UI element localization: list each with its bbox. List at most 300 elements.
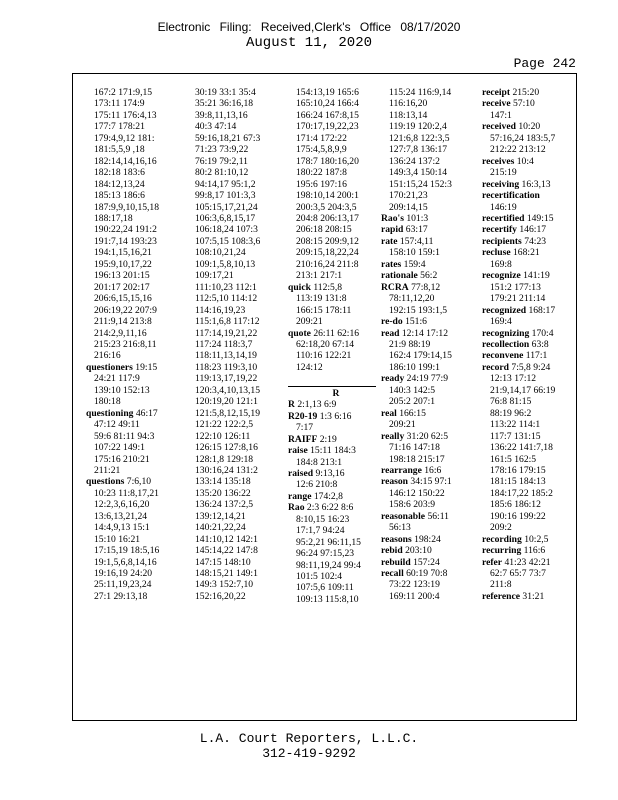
page-line-refs: 208:15 209:9,12 xyxy=(296,235,359,247)
page-line-refs: 16:6 xyxy=(421,464,442,476)
page-line-refs: 101:5 102:4 xyxy=(296,571,343,583)
page-line-refs: 7:17 xyxy=(296,422,314,434)
page-line-refs: 136:24 137:2 xyxy=(389,155,440,167)
index-entry xyxy=(288,434,384,445)
page-line-refs: 114:16,19,23 xyxy=(195,304,246,316)
page-line-refs: 96:24 97:15,23 xyxy=(296,548,355,560)
page-line-refs: 115:24 116:9,14 xyxy=(389,87,452,98)
index-word: recertify xyxy=(482,224,517,236)
index-continuation xyxy=(288,87,384,98)
index-entry xyxy=(86,362,182,373)
page-line-refs: 205:2 207:1 xyxy=(389,396,436,408)
index-word: real xyxy=(381,407,397,419)
index-entry xyxy=(288,445,384,456)
page-line-refs: 174:2,8 xyxy=(311,490,343,502)
index-continuation xyxy=(187,350,283,361)
index-word: recipients xyxy=(482,235,522,247)
page-line-refs: 19:15 xyxy=(132,361,158,373)
page-line-refs: 151:2 177:13 xyxy=(490,281,541,293)
page-line-refs: 175:11 176:4,13 xyxy=(94,109,157,121)
index-entry xyxy=(482,362,578,373)
index-continuation xyxy=(86,579,182,590)
page-line-refs: 8:10,15 16:23 xyxy=(296,513,350,525)
index-entry xyxy=(482,305,578,316)
index-continuation xyxy=(288,224,384,235)
index-continuation xyxy=(86,316,182,327)
index-continuation xyxy=(381,144,477,155)
index-continuation xyxy=(381,110,477,121)
index-entry xyxy=(381,328,477,339)
index-word: reference xyxy=(482,590,520,602)
index-continuation xyxy=(187,522,283,533)
page-line-refs: 136:22 141:7,18 xyxy=(490,442,553,454)
index-word: RAIFF xyxy=(288,433,318,445)
page-line-refs: 109:1,5,8,10,13 xyxy=(195,258,256,270)
page-line-refs: 180:22 187:8 xyxy=(296,167,347,179)
index-continuation xyxy=(187,431,283,442)
page-line-refs: 56:2 xyxy=(417,270,438,282)
index-word: rebid xyxy=(381,545,403,557)
index-entry xyxy=(482,591,578,602)
page-line-refs: 106:3,6,8,15,17 xyxy=(195,212,256,224)
index-continuation xyxy=(381,98,477,109)
page-line-refs: 118:23 119:3,10 xyxy=(195,361,258,373)
page-line-refs: 25:11,19,23,24 xyxy=(94,579,152,591)
index-word: re-do xyxy=(381,316,403,328)
page-line-refs: 105:15,17,21,24 xyxy=(195,201,258,213)
page-line-refs: 2:3 6:22 8:6 xyxy=(304,502,354,514)
page-line-refs: 185:6 186:12 xyxy=(490,499,541,511)
index-word: recurring xyxy=(482,545,522,557)
index-continuation xyxy=(187,511,283,522)
index-continuation xyxy=(187,339,283,350)
page-line-refs: 60:19 70:8 xyxy=(403,568,448,580)
page-line-refs: 198:10,14 200:1 xyxy=(296,190,359,202)
index-continuation xyxy=(482,293,578,304)
page-line-refs: 141:19 xyxy=(520,270,550,282)
page-line-refs: 177:7 178:21 xyxy=(94,121,145,133)
page-line-refs: 175:4,5,8,9,9 xyxy=(296,144,347,156)
page-line-refs: 107:5,6 109:11 xyxy=(296,582,354,594)
index-word: refer xyxy=(482,556,503,568)
index-continuation xyxy=(288,156,384,167)
page-line-refs: 182:14,14,16,16 xyxy=(94,155,157,167)
page-line-refs: 113:22 114:1 xyxy=(490,419,541,431)
index-continuation xyxy=(86,396,182,407)
index-entry xyxy=(288,468,384,479)
index-continuation xyxy=(482,431,578,442)
index-entry xyxy=(381,259,477,270)
index-continuation xyxy=(288,110,384,121)
index-continuation xyxy=(187,488,283,499)
index-continuation xyxy=(288,594,384,605)
index-continuation xyxy=(86,110,182,121)
index-word: range xyxy=(288,490,312,502)
transcript-date: August 11, 2020 xyxy=(245,35,373,51)
index-continuation xyxy=(187,328,283,339)
page-line-refs: 168:21 xyxy=(510,247,540,259)
index-word: receive xyxy=(482,98,511,110)
index-continuation xyxy=(288,316,384,327)
page-line-refs: 184:12,13,24 xyxy=(94,178,145,190)
page-line-refs: 115:1,6,8 117:12 xyxy=(195,316,260,328)
index-continuation xyxy=(86,167,182,178)
page-line-refs: 185:13 186:6 xyxy=(94,190,145,202)
page-line-refs: 27:1 29:13,18 xyxy=(94,590,148,602)
page-line-refs: 10:23 11:8,17,21 xyxy=(94,487,159,499)
page-line-refs: 216:16 xyxy=(94,350,121,362)
page-line-refs: 63:17 xyxy=(403,224,428,236)
index-continuation xyxy=(288,362,384,373)
index-word: recertified xyxy=(482,212,525,224)
index-entry xyxy=(288,411,384,422)
page-line-refs: 188:17,18 xyxy=(94,212,133,224)
page-line-refs: 209:15,18,22,24 xyxy=(296,247,359,259)
index-continuation xyxy=(381,499,477,510)
index-continuation xyxy=(381,121,477,132)
index-continuation xyxy=(187,591,283,602)
page-line-refs: 19:16,19 24:20 xyxy=(94,568,153,580)
page-line-refs: 149:3,4 150:14 xyxy=(389,167,448,179)
index-continuation xyxy=(381,579,477,590)
page-line-refs: 17:1,7 94:24 xyxy=(296,525,345,537)
page-line-refs: 191:7,14 193:23 xyxy=(94,235,157,247)
page-line-refs: 204:8 206:13,17 xyxy=(296,212,359,224)
page-line-refs: 15:10 16:21 xyxy=(94,533,141,545)
index-entry xyxy=(381,224,477,235)
index-continuation xyxy=(381,339,477,350)
index-continuation xyxy=(187,259,283,270)
page-line-refs: 168:17 xyxy=(526,304,556,316)
index-continuation xyxy=(187,144,283,155)
index-word: reasons xyxy=(381,533,412,545)
index-continuation xyxy=(288,293,384,304)
index-continuation xyxy=(187,110,283,121)
page-line-refs: 15:11 184:3 xyxy=(307,445,356,457)
index-continuation xyxy=(187,98,283,109)
page-line-refs: 210:16,24 211:8 xyxy=(296,258,359,270)
page-line-refs: 213:1 217:1 xyxy=(296,270,343,282)
page-line-refs: 12:14 17:12 xyxy=(399,327,448,339)
index-continuation xyxy=(86,431,182,442)
index-continuation xyxy=(86,202,182,213)
index-continuation xyxy=(288,202,384,213)
page-line-refs: 46:17 xyxy=(133,407,158,419)
index-entry xyxy=(381,213,477,224)
index-word: recollection xyxy=(482,338,530,350)
index-entry xyxy=(482,87,578,98)
page-line-refs: 148:15,21 149:1 xyxy=(195,568,258,580)
page-line-refs: 178:7 180:16,20 xyxy=(296,155,359,167)
page-line-refs: 171:4 172:22 xyxy=(296,132,347,144)
page-line-refs: 124:12 xyxy=(296,361,323,373)
index-continuation xyxy=(187,133,283,144)
page-line-refs: 16:3,13 xyxy=(519,178,551,190)
page-line-refs: 215:20 xyxy=(510,87,540,98)
index-continuation xyxy=(86,270,182,281)
page-line-refs: 141:10,12 142:1 xyxy=(195,533,258,545)
page-line-refs: 190:22,24 191:2 xyxy=(94,224,157,236)
index-continuation xyxy=(86,293,182,304)
index-continuation xyxy=(86,488,182,499)
page-line-refs: 26:11 62:16 xyxy=(310,327,360,339)
index-continuation xyxy=(288,514,384,525)
page-line-refs: 159:4 xyxy=(401,258,426,270)
index-continuation xyxy=(482,202,578,213)
index-word: questions xyxy=(86,476,125,488)
page-line-refs: 173:11 174:9 xyxy=(94,98,145,110)
page-line-refs: 17:15,19 18:5,16 xyxy=(94,545,160,557)
page-line-refs: 1:3 6:16 xyxy=(317,410,352,422)
page-line-refs: 113:19 131:8 xyxy=(296,293,347,305)
index-word: receiving xyxy=(482,178,520,190)
page-line-refs: 107:22 149:1 xyxy=(94,442,145,454)
page-line-refs: 140:21,22,24 xyxy=(195,522,246,534)
page-line-refs: 109:17,21 xyxy=(195,270,234,282)
page-line-refs: 21:9 88:19 xyxy=(389,338,431,350)
blank-line xyxy=(288,373,384,384)
index-continuation xyxy=(482,465,578,476)
index-continuation xyxy=(482,499,578,510)
index-entry xyxy=(482,339,578,350)
index-word: receipt xyxy=(482,87,511,98)
index-entry xyxy=(288,399,384,410)
index-continuation xyxy=(381,202,477,213)
index-continuation xyxy=(288,167,384,178)
index-word: reason xyxy=(381,476,409,488)
page-line-refs: 39:8,11,13,16 xyxy=(195,109,248,121)
index-word: questioners xyxy=(86,361,133,373)
page-line-refs: 152:16,20,22 xyxy=(195,590,246,602)
index-column-2 xyxy=(187,87,283,602)
index-entry xyxy=(482,224,578,235)
page-line-refs: 203:10 xyxy=(402,545,432,557)
page-line-refs: 108:10,21,24 xyxy=(195,247,246,259)
index-continuation xyxy=(187,419,283,430)
index-word: raise xyxy=(288,445,308,457)
page-line-refs: 133:14 135:18 xyxy=(195,476,251,488)
page-line-refs: 77:8,12 xyxy=(408,281,441,293)
index-continuation xyxy=(86,373,182,384)
index-continuation xyxy=(187,408,283,419)
index-continuation xyxy=(288,179,384,190)
page-line-refs: 128:1,8 129:18 xyxy=(195,453,254,465)
index-continuation xyxy=(482,522,578,533)
page-line-refs: 179:4,9,12 181: xyxy=(94,132,155,144)
index-continuation xyxy=(187,499,283,510)
index-continuation xyxy=(86,499,182,510)
index-continuation xyxy=(86,568,182,579)
page-line-refs: 10:2,5 xyxy=(521,533,549,545)
index-continuation xyxy=(86,213,182,224)
page-line-refs: 157:4,11 xyxy=(397,235,434,247)
index-continuation xyxy=(288,133,384,144)
page-line-refs: 121:5,8,12,15,19 xyxy=(195,407,261,419)
page-line-refs: 2:1,13 6:9 xyxy=(294,399,337,411)
index-word: R xyxy=(288,399,295,411)
index-word: receives xyxy=(482,155,515,167)
index-continuation xyxy=(187,236,283,247)
page-line-refs: 121:22 122:2,5 xyxy=(195,419,254,431)
section-divider xyxy=(288,386,376,387)
page-line-refs: 116:6 xyxy=(521,545,546,557)
index-continuation xyxy=(482,110,578,121)
page-line-refs: 175:16 210:21 xyxy=(94,453,150,465)
page-line-refs: 136:24 137:2,5 xyxy=(195,499,254,511)
index-continuation xyxy=(86,179,182,190)
page-line-refs: 117:14,19,21,22 xyxy=(195,327,258,339)
index-continuation xyxy=(381,591,477,602)
page-line-refs: 215:23 216:8,11 xyxy=(94,338,157,350)
page-line-refs: 200:3,5 204:3,5 xyxy=(296,201,357,213)
index-entry xyxy=(381,465,477,476)
page-line-refs: 194:1,15,16,21 xyxy=(94,247,152,259)
index-continuation xyxy=(482,144,578,155)
page-line-refs: 182:18 183:6 xyxy=(94,167,145,179)
index-continuation xyxy=(288,339,384,350)
index-continuation xyxy=(86,144,182,155)
index-continuation xyxy=(86,534,182,545)
section-letter: R xyxy=(332,387,340,399)
page-line-refs: 201:17 202:17 xyxy=(94,281,150,293)
page-line-refs: 187:9,9,10,15,18 xyxy=(94,201,160,213)
page-line-refs: 80:2 81:10,12 xyxy=(195,167,249,179)
page-line-refs: 181:15 184:13 xyxy=(490,476,546,488)
index-continuation xyxy=(288,350,384,361)
page-line-refs: 62:7 65:7 73:7 xyxy=(490,568,546,580)
index-column-1 xyxy=(86,87,182,602)
page-line-refs: 34:15 97:1 xyxy=(408,476,452,488)
page-line-refs: 117:1 xyxy=(523,350,548,362)
page-line-refs: 31:20 62:5 xyxy=(404,430,448,442)
index-continuation xyxy=(482,167,578,178)
page-line-refs: 149:15 xyxy=(524,212,554,224)
page-line-refs: 192:15 193:1,5 xyxy=(389,304,448,316)
index-continuation xyxy=(86,133,182,144)
index-continuation xyxy=(187,442,283,453)
page-line-refs: 106:18,24 107:3 xyxy=(195,224,258,236)
index-continuation xyxy=(381,362,477,373)
page-line-refs: 21:9,14,17 66:19 xyxy=(490,384,556,396)
page-line-refs: 99:8,17 101:3,3 xyxy=(195,190,256,202)
page-line-refs: 158:6 203:9 xyxy=(389,499,436,511)
page-line-refs: 147:1 xyxy=(490,109,512,121)
index-continuation xyxy=(187,305,283,316)
index-continuation xyxy=(288,213,384,224)
index-continuation xyxy=(288,548,384,559)
index-continuation xyxy=(482,476,578,487)
page-line-refs: 109:13 115:8,10 xyxy=(296,593,359,605)
page-line-refs: 71:16 147:18 xyxy=(389,442,440,454)
page-line-refs: 10:4 xyxy=(514,155,534,167)
index-continuation xyxy=(381,419,477,430)
index-entry xyxy=(482,534,578,545)
index-continuation xyxy=(187,545,283,556)
page-line-refs: 14:4,9,13 15:1 xyxy=(94,522,150,534)
index-continuation xyxy=(482,316,578,327)
page-line-refs: 56:11 xyxy=(425,510,449,522)
index-entry xyxy=(381,511,477,522)
index-continuation xyxy=(187,396,283,407)
page-line-refs: 206:6,15,15,16 xyxy=(94,293,152,305)
index-continuation xyxy=(86,339,182,350)
index-continuation xyxy=(187,121,283,132)
index-word: received xyxy=(482,121,516,133)
index-word: rate xyxy=(381,235,398,247)
index-continuation xyxy=(187,190,283,201)
page-line-refs: 170:4 xyxy=(529,327,554,339)
index-continuation xyxy=(288,479,384,490)
index-entry xyxy=(482,557,578,568)
index-entry xyxy=(482,236,578,247)
index-continuation xyxy=(86,511,182,522)
index-continuation xyxy=(86,156,182,167)
page-line-refs: 146:12 150:22 xyxy=(389,487,445,499)
index-continuation xyxy=(86,98,182,109)
index-continuation xyxy=(381,156,477,167)
index-word: reconvene xyxy=(482,350,524,362)
page-line-refs: 118:13,14 xyxy=(389,109,428,121)
page-line-refs: 119:19 120:2,4 xyxy=(389,121,447,133)
page-line-refs: 184:17,22 185:2 xyxy=(490,487,553,499)
index-entry xyxy=(482,98,578,109)
index-continuation xyxy=(482,579,578,590)
page-line-refs: 24:19 77:9 xyxy=(404,373,448,385)
page-line-refs: 212:22 213:12 xyxy=(490,144,546,156)
page-line-refs: 40:3 47:14 xyxy=(195,121,237,133)
index-entry xyxy=(288,328,384,339)
page-line-refs: 178:16 179:15 xyxy=(490,464,546,476)
page-line-refs: 127:7,8 136:17 xyxy=(389,144,448,156)
index-continuation xyxy=(86,224,182,235)
page-line-refs: 101:3 xyxy=(403,212,429,224)
index-continuation xyxy=(187,179,283,190)
index-continuation xyxy=(86,282,182,293)
index-continuation xyxy=(187,454,283,465)
index-continuation xyxy=(86,454,182,465)
index-entry xyxy=(86,408,182,419)
page-line-refs: 146:19 xyxy=(490,201,517,213)
page-line-refs: 206:18 208:15 xyxy=(296,224,352,236)
page-line-refs: 170:17,19,22,23 xyxy=(296,121,359,133)
index-word: reasonable xyxy=(381,510,426,522)
page-line-refs: 211:9,14 213:8 xyxy=(94,316,152,328)
page-line-refs: 151:6 xyxy=(402,316,427,328)
index-entry xyxy=(381,534,477,545)
page-line-refs: 78:11,12,20 xyxy=(389,293,435,305)
page-line-refs: 62:18,20 67:14 xyxy=(296,338,355,350)
index-word: recall xyxy=(381,568,404,580)
index-word: ready xyxy=(381,373,405,385)
page-number: Page 242 xyxy=(513,56,576,71)
page-line-refs: 30:19 33:1 35:4 xyxy=(195,87,256,98)
page-line-refs: 145:14,22 147:8 xyxy=(195,545,258,557)
page-line-refs: 166:15 xyxy=(396,407,426,419)
index-continuation xyxy=(482,408,578,419)
index-continuation xyxy=(187,167,283,178)
index-continuation xyxy=(187,293,283,304)
page-line-refs: 167:2 171:9,15 xyxy=(94,87,153,98)
page-line-refs: 118:11,13,14,19 xyxy=(195,350,257,362)
index-continuation xyxy=(187,373,283,384)
index-continuation xyxy=(381,133,477,144)
index-continuation xyxy=(381,190,477,201)
index-entry xyxy=(86,476,182,487)
page-line-refs: 196:13 201:15 xyxy=(94,270,150,282)
page-line-refs: 161:5 162:5 xyxy=(490,453,537,465)
index-continuation xyxy=(86,385,182,396)
index-word: RCRA xyxy=(381,281,409,293)
